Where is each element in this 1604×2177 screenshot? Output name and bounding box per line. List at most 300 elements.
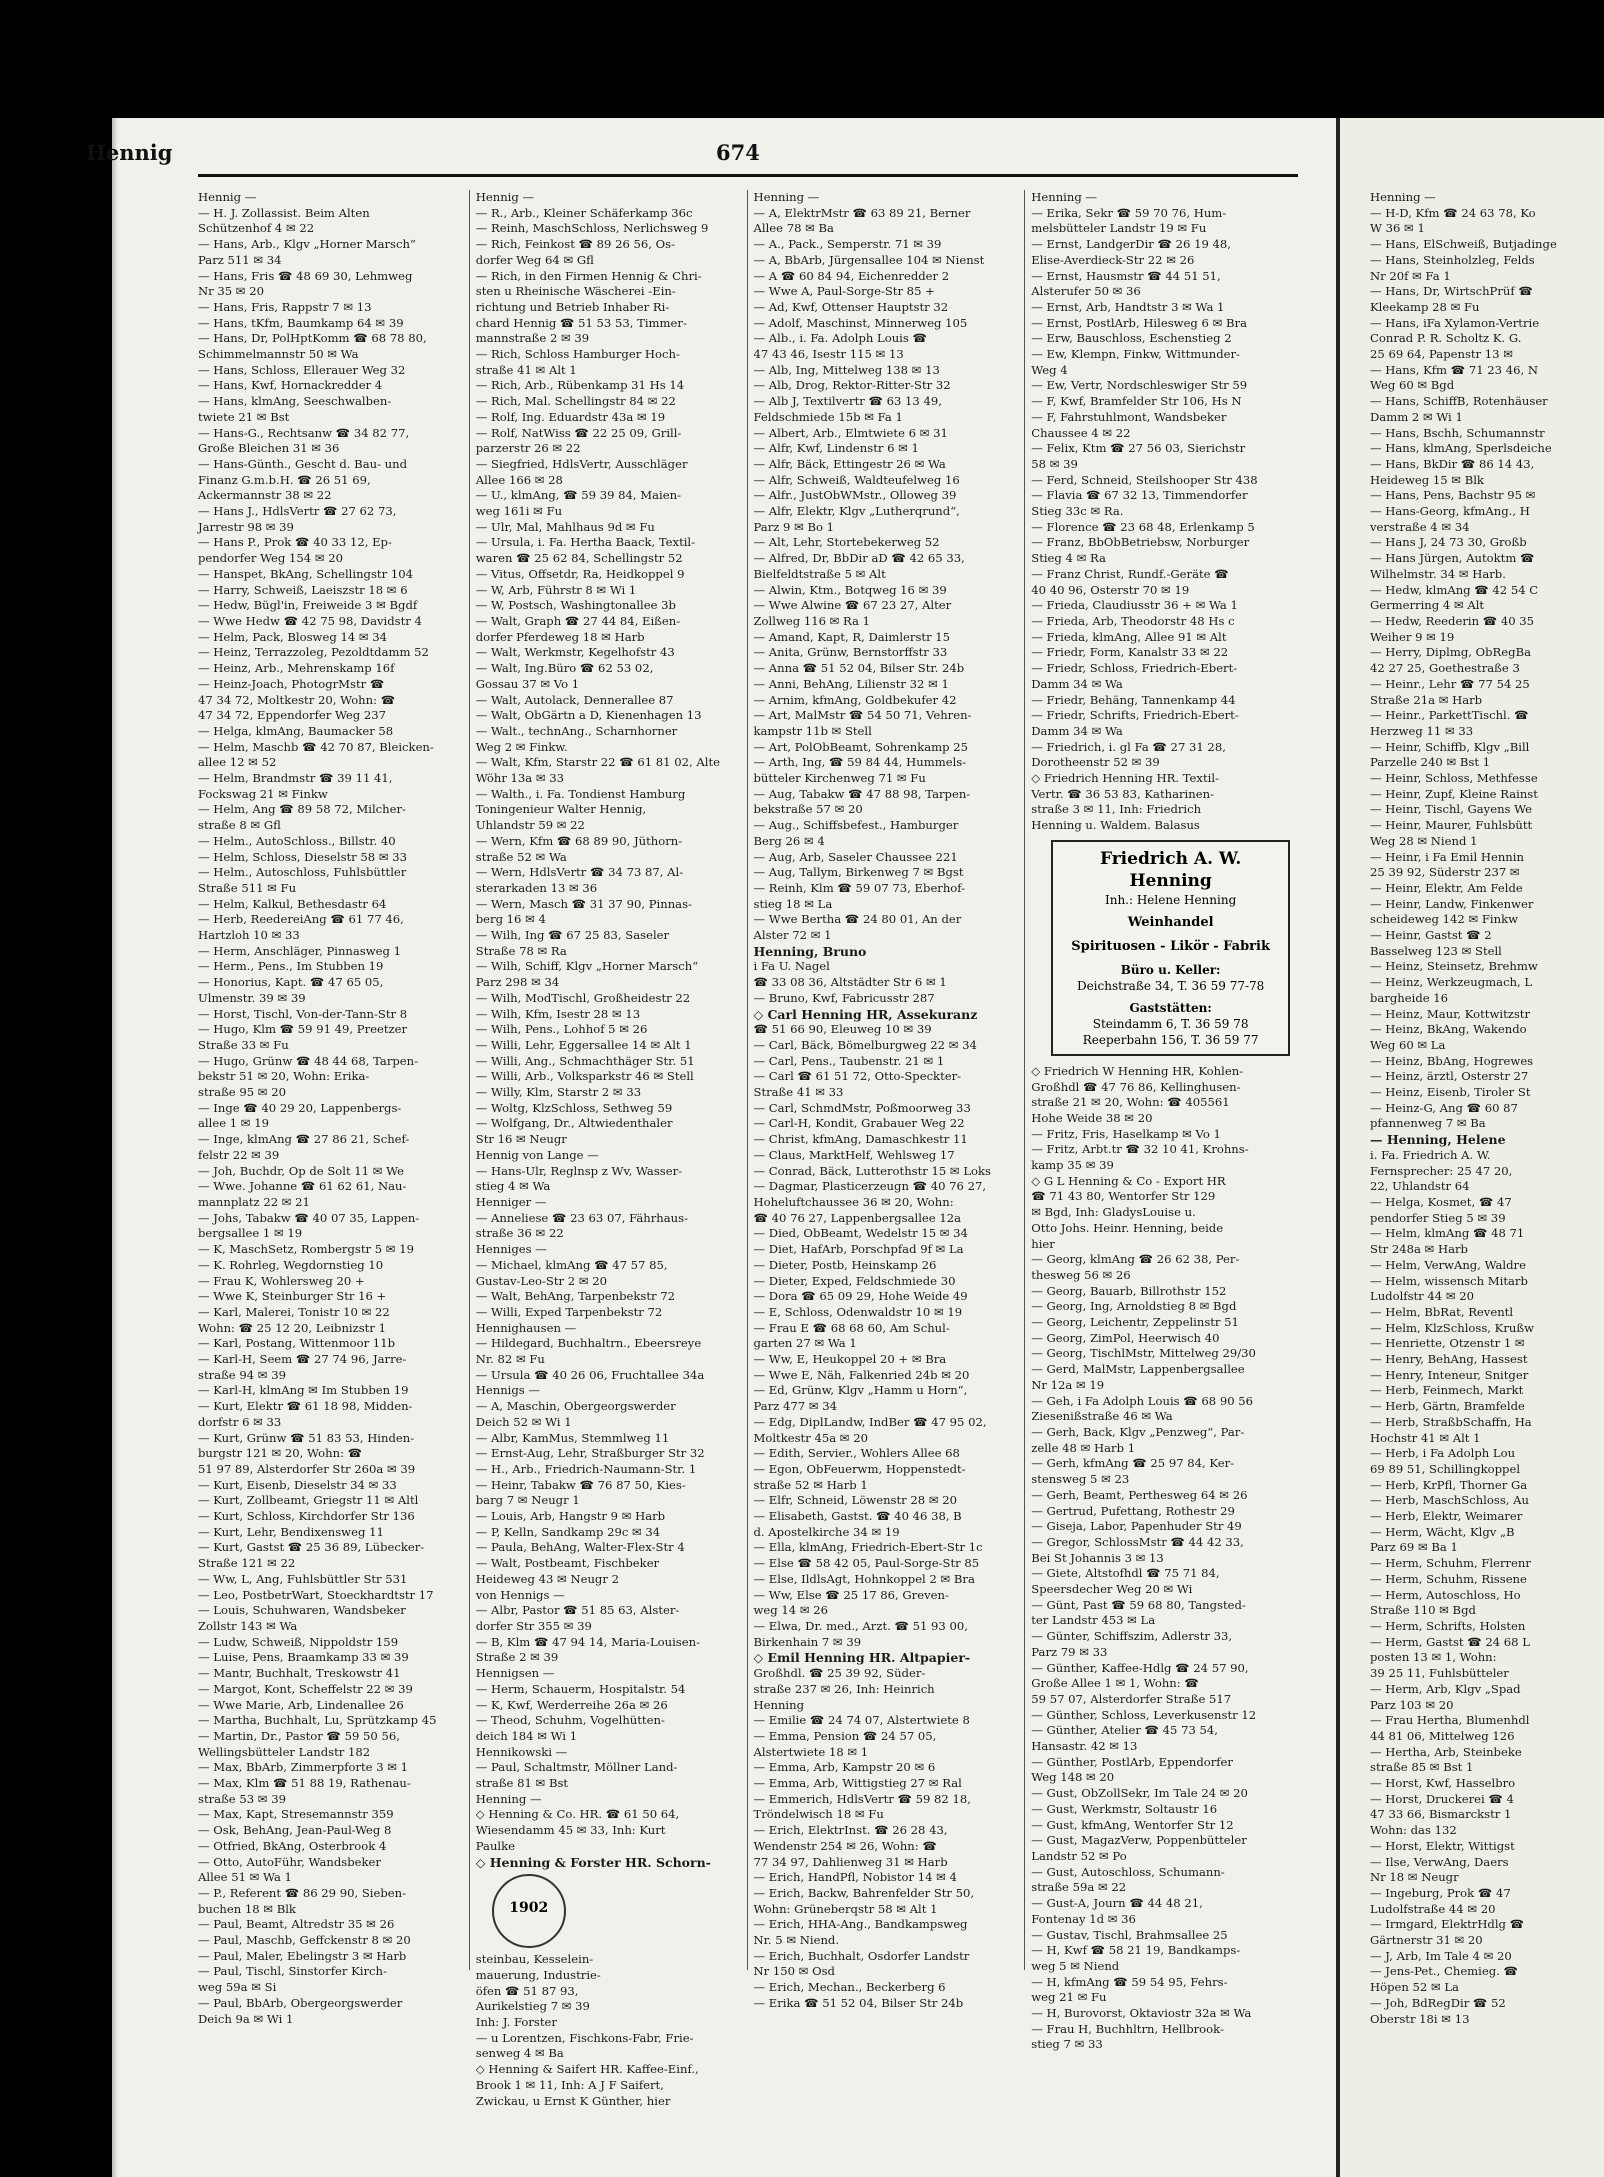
directory-entry-line: — Ernst, Hausmstr ☎ 44 51 51,: [1031, 268, 1221, 283]
directory-entry-line: — Rich, Feinkost ☎ 89 26 56, Os-: [475, 237, 676, 252]
directory-entry-line: Parz 298 ✉ 34: [475, 975, 560, 990]
directory-entry-line: — Hans P., Prok ☎ 40 33 12, Ep-: [198, 535, 392, 550]
directory-entry-line: Hennigsen —: [475, 1666, 555, 1681]
directory-entry-line: mannplatz 22 ✉ 21: [198, 1195, 310, 1209]
directory-entry-line: — Wwe Bertha ☎ 24 80 01, An der: [753, 912, 962, 927]
directory-entry-line: — Woltg, KlzSchloss, Sethweg 59: [475, 1100, 673, 1115]
directory-entry-line: — Frieda, Claudiusstr 36 + ✉ Wa 1: [1031, 598, 1238, 613]
directory-entry-line: — Paul, BbArb, Obergeorgswerder: [198, 1995, 403, 2010]
directory-entry-line: Wilhelmstr. 34 ✉ Harb.: [1370, 566, 1506, 581]
directory-entry-line: — Heinr, i Fa Emil Hennin: [1370, 849, 1524, 864]
directory-entry-line: — Else ☎ 58 42 05, Paul-Sorge-Str 85: [753, 1556, 980, 1571]
directory-entry-line: Allee 166 ✉ 28: [475, 472, 563, 487]
directory-entry-line: — Ad, Kwf, Ottenser Hauptstr 32: [753, 299, 949, 314]
directory-entry-line: — Gustav, Tischl, Brahmsallee 25: [1031, 1927, 1228, 1942]
directory-entry-line: — Kurt, Grünw ☎ 51 83 53, Hinden-: [198, 1430, 415, 1445]
directory-entry-line: dorfer Weg 64 ✉ Gfl: [475, 252, 594, 267]
directory-entry-line: weg 21 ✉ Fu: [1031, 1990, 1107, 2005]
directory-entry-line: — Georg, Ing, Arnoldstieg 8 ✉ Bgd: [1031, 1299, 1237, 1314]
directory-entry-line: — Giete, Altstofhdl ☎ 75 71 84,: [1031, 1566, 1220, 1581]
directory-entry-line: — Ferd, Schneid, Steilshooper Str 438: [1031, 472, 1258, 487]
directory-entry-line: — Herry, Diplmg, ObRegBa: [1370, 645, 1532, 660]
directory-entry-line: Ackermannstr 38 ✉ 22: [198, 488, 332, 503]
directory-entry-line: — Paul, Maler, Ebelingstr 3 ✉ Harb: [198, 1948, 407, 1963]
directory-entry-line: — Reinh, MaschSchloss, Nerlichsweg 9: [475, 221, 709, 236]
directory-entry-line: — Wilh, ModTischl, Großheidestr 22: [475, 990, 691, 1005]
directory-entry-line: — Kurt, Zollbeamt, Griegstr 11 ✉ Altl: [198, 1493, 419, 1508]
directory-entry-line: i Fa U. Nagel: [753, 959, 830, 974]
directory-entry-line: — Frau E ☎ 68 68 60, Am Schul-: [753, 1320, 950, 1335]
directory-entry-line: — Hans, Fris, Rappstr 7 ✉ 13: [198, 299, 372, 314]
directory-entry-line: — B, Klm ☎ 47 94 14, Maria-Louisen-: [475, 1634, 701, 1649]
directory-entry-line: — Ulr, Mal, Mahlhaus 9d ✉ Fu: [475, 519, 655, 534]
ad-line7: Reeperbahn 156, T. 36 59 77: [1082, 1032, 1259, 1047]
directory-entry-line: — Heinr., ParkettTischl. ☎: [1370, 708, 1529, 723]
directory-entry-line: Henning —: [475, 1791, 542, 1806]
directory-entry-line: — Herm, Autoschloss, Ho: [1370, 1587, 1521, 1602]
directory-entry-line: — J, Arb, Im Tale 4 ✉ 20: [1370, 1948, 1512, 1963]
laurel-emblem: [492, 1874, 566, 1948]
directory-entry-line: — Walt., technAng., Scharnhorner: [475, 723, 678, 738]
directory-entry-line: — Erich, Buchhalt, Osdorfer Landstr: [753, 1948, 970, 1963]
directory-entry-line: — Wwe E, Näh, Falkenried 24b ✉ 20: [753, 1367, 970, 1382]
directory-entry-line: Bei St Johannis 3 ✉ 13: [1031, 1550, 1164, 1565]
directory-entry-line: ◇ Henning & Co. HR. ☎ 61 50 64,: [475, 1807, 680, 1822]
directory-entry-line: — Geh, i Fa Adolph Louis ☎ 68 90 56: [1031, 1393, 1254, 1408]
directory-entry-line: Nr 20f ✉ Fa 1: [1370, 268, 1451, 283]
directory-entry-line: — Ilse, VerwAng, Daers: [1370, 1854, 1509, 1869]
directory-entry-line: — Alfr, Elektr, Klgv „Lutherqrund“,: [753, 504, 960, 519]
directory-entry-line: barg 7 ✉ Neugr 1: [475, 1493, 580, 1508]
directory-entry-line: 77 34 97, Dahlienweg 31 ✉ Harb: [753, 1854, 948, 1869]
directory-entry-line: — Anna ☎ 51 52 04, Bilser Str. 24b: [753, 661, 965, 676]
directory-entry-line: — Georg, Leichentr, Zeppelinstr 51: [1031, 1315, 1239, 1330]
directory-entry-line: waren ☎ 25 62 84, Schellingstr 52: [475, 551, 683, 566]
directory-entry-line: — Hans, Pens, Bachstr 95 ✉: [1370, 488, 1536, 503]
ad-line4: Deichstraße 34, T. 36 59 77-78: [1076, 978, 1265, 993]
directory-entry-line: — A, Maschin, Obergeorgswerder: [475, 1399, 676, 1414]
directory-entry-line: öfen ☎ 51 87 93,: [475, 1983, 579, 1998]
directory-entry-line: Alstertwiete 18 ✉ 1: [753, 1744, 869, 1759]
directory-entry-line: — Horst, Elektr, Wittigst: [1370, 1838, 1515, 1853]
directory-entry-line: — Karl-H, klmAng ✉ Im Stubben 19: [198, 1383, 409, 1398]
directory-entry-line: — U., klmAng, ☎ 59 39 84, Maien-: [475, 488, 682, 503]
directory-entry-line: — Gerh, kfmAng ☎ 25 97 84, Ker-: [1031, 1456, 1235, 1471]
next-page-column: [1370, 190, 1600, 2027]
directory-entry-line: straße 59a ✉ 22: [1031, 1880, 1127, 1895]
directory-entry-line: — Gust, ObZollSekr, Im Tale 24 ✉ 20: [1031, 1786, 1248, 1801]
directory-entry-line: — Karl-H, Seem ☎ 27 74 96, Jarre-: [198, 1352, 407, 1367]
directory-entry-line: Damm 34 ✉ Wa: [1031, 676, 1123, 691]
directory-entry-line: — Ed, Grünw, Klgv „Hamm u Horn“,: [753, 1383, 968, 1398]
directory-entry-line: Weiher 9 ✉ 19: [1370, 629, 1455, 644]
directory-entry-line: sterarkaden 13 ✉ 36: [475, 880, 598, 895]
directory-entry-line: — Aug, Tabakw ☎ 47 88 98, Tarpen-: [753, 786, 971, 801]
directory-entry-line: Hoheluftchaussee 36 ✉ 20, Wohn:: [753, 1195, 954, 1209]
directory-entry-line: — Aug, Arb, Saseler Chaussee 221: [753, 849, 958, 864]
directory-entry-line: — A ☎ 60 84 94, Eichenredder 2: [753, 268, 950, 283]
directory-entry-line: — Ew, Vertr, Nordschleswiger Str 59: [1031, 378, 1248, 393]
directory-entry-line: — Heinr, Gastst ☎ 2: [1370, 928, 1492, 943]
directory-entry-line: 47 34 72, Eppendorfer Weg 237: [198, 708, 387, 723]
directory-entry-line: — Adolf, Maschinst, Minnerweg 105: [753, 315, 968, 330]
directory-entry-line: — Helm, Ang ☎ 89 58 72, Milcher-: [198, 802, 406, 817]
directory-entry-line: Paulke: [475, 1838, 516, 1853]
directory-entry-line: Berg 26 ✉ 4: [753, 833, 825, 848]
directory-entry-line: Ludolfstr 44 ✉ 20: [1370, 1289, 1474, 1304]
directory-entry-line: — Willi, Arb., Volksparkstr 46 ✉ Stell: [475, 1069, 694, 1084]
directory-entry-line: — Ingeburg, Prok ☎ 47: [1370, 1885, 1511, 1900]
directory-entry-line: ◇ Emil Henning HR. Altpapier-: [753, 1650, 971, 1666]
directory-entry-line: — Fritz, Arbt.tr ☎ 32 10 41, Krohns-: [1031, 1142, 1249, 1157]
directory-entry-line: — Alwin, Ktm., Botqweg 16 ✉ 39: [753, 582, 947, 597]
directory-entry-line: bekstraße 57 ✉ 20: [753, 802, 863, 817]
directory-entry-line: — Margot, Kont, Scheffelstr 22 ✉ 39: [198, 1681, 413, 1696]
column-2: [470, 190, 748, 2108]
directory-entry-line: Fernsprecher: 25 47 20,: [1370, 1163, 1513, 1178]
directory-entry-line: Große Allee 1 ✉ 1, Wohn: ☎: [1031, 1676, 1199, 1691]
directory-entry-line: Weg 4: [1031, 362, 1068, 377]
directory-entry-line: Weg 60 ✉ Bgd: [1370, 378, 1455, 393]
directory-entry-line: — Friedr, Form, Kanalstr 33 ✉ 22: [1031, 645, 1229, 660]
directory-entry-line: Zollstr 143 ✉ Wa: [198, 1618, 298, 1633]
directory-entry-line: — Hans, Kwf, Hornackredder 4: [198, 378, 383, 393]
directory-entry-line: — Hans, iFa Xylamon-Vertrie: [1370, 315, 1540, 330]
directory-entry-line: — Henry, BehAng, Hassest: [1370, 1352, 1528, 1367]
directory-entry-line: Herzweg 11 ✉ 33: [1370, 723, 1474, 738]
directory-entry-line: — Henriette, Otzenstr 1 ✉: [1370, 1336, 1525, 1351]
directory-entry-line: ◇ Henning & Forster HR. Schorn-: [475, 1854, 711, 1870]
directory-entry-line: — Walt, Kfm, Starstr 22 ☎ 61 81 02, Alte: [475, 755, 720, 770]
directory-entry-line: Henniger —: [475, 1195, 547, 1209]
directory-entry-line: straße 94 ✉ 39: [198, 1367, 286, 1382]
directory-entry-line: — F, Fahrstuhlmont, Wandsbeker: [1031, 409, 1227, 424]
directory-entry-line: Parz 103 ✉ 20: [1370, 1697, 1454, 1712]
directory-entry-line: — Günther, PostlArb, Eppendorfer: [1031, 1754, 1233, 1769]
emblem-year: 1902: [509, 1900, 549, 1917]
directory-entry-line: — H, kfmAng ☎ 59 54 95, Fehrs-: [1031, 1974, 1228, 1989]
directory-entry-line: — Emma, Pension ☎ 24 57 05,: [753, 1728, 937, 1743]
directory-entry-line: Gärtnerstr 31 ✉ 20: [1370, 1933, 1483, 1948]
directory-entry-line: Ludolfstraße 44 ✉ 20: [1370, 1901, 1496, 1916]
directory-entry-line: — W, Arb, Führstr 8 ✉ Wi 1: [475, 582, 637, 597]
directory-entry-line: — Frieda, klmAng, Allee 91 ✉ Alt: [1031, 629, 1227, 644]
directory-entry-line: straße 8 ✉ Gfl: [198, 818, 281, 833]
directory-entry-line: ☎ 40 76 27, Lappenbergsallee 12a: [753, 1210, 962, 1225]
directory-entry-line: von Hennigs —: [475, 1587, 565, 1602]
directory-entry-line: straße 237 ✉ 26, Inh: Heinrich: [753, 1681, 935, 1696]
directory-entry-line: — Herb, Gärtn, Bramfelde: [1370, 1399, 1525, 1414]
directory-entry-line: — P., Referent ☎ 86 29 90, Sieben-: [198, 1885, 407, 1900]
directory-entry-line: — Anita, Grünw, Bernstorffstr 33: [753, 645, 948, 660]
directory-entry-line: 44 81 06, Mittelweg 126: [1370, 1728, 1515, 1743]
directory-entry-line: mannstraße 2 ✉ 39: [475, 331, 590, 346]
directory-entry-line: — Heinr, Elektr, Am Felde: [1370, 880, 1523, 895]
directory-entry-line: Stieg 4 ✉ Ra: [1031, 551, 1106, 566]
directory-entry-line: — Carl ☎ 61 51 72, Otto-Speckter-: [753, 1069, 962, 1084]
directory-entry-line: — Otfried, BkAng, Osterbrook 4: [198, 1838, 387, 1853]
directory-entry-line: Feldschmiede 15b ✉ Fa 1: [753, 409, 903, 424]
directory-entry-line: — Heinr, Landw, Finkenwer: [1370, 896, 1534, 911]
directory-entry-line: — Hans, Bschh, Schumannstr: [1370, 425, 1545, 440]
directory-entry-line: — Rolf, NatWiss ☎ 22 25 09, Grill-: [475, 425, 682, 440]
directory-entry-line: — K, MaschSetz, Rombergstr 5 ✉ 19: [198, 1242, 414, 1257]
directory-entry-line: 47 34 72, Moltkestr 20, Wohn: ☎: [198, 692, 396, 707]
directory-entry-line: — Emma, Arb, Kampstr 20 ✉ 6: [753, 1760, 936, 1775]
directory-entry-line: — Hans-Günth., Gescht d. Bau- und: [198, 456, 408, 471]
ad-title: Friedrich A. W. Henning: [1099, 848, 1242, 891]
directory-entry-line: Speersdecher Weg 20 ✉ Wi: [1031, 1582, 1193, 1597]
directory-entry-line: — Heinr, Schloss, Methfesse: [1370, 771, 1538, 786]
directory-entry-line: — Hans, Dr, WirtschPrüf ☎: [1370, 284, 1533, 299]
directory-entry-line: Hennikowski —: [475, 1744, 568, 1759]
directory-entry-line: — Frau Hertha, Blumenhdl: [1370, 1713, 1530, 1728]
directory-entry-line: 25 39 92, Süderstr 237 ✉: [1370, 865, 1520, 880]
directory-entry-line: — Helm, BbRat, Reventl: [1370, 1304, 1514, 1319]
directory-entry-line: — Anni, BehAng, Lilienstr 32 ✉ 1: [753, 676, 949, 691]
directory-entry-line: — Alb, Drog, Rektor-Ritter-Str 32: [753, 378, 951, 393]
directory-entry-line: Hennigs —: [475, 1383, 541, 1398]
directory-entry-line: — Diet, HafArb, Porschpfad 9f ✉ La: [753, 1242, 964, 1257]
directory-entry-line: — Hedw, Reederin ☎ 40 35: [1370, 613, 1535, 628]
directory-entry-line: Weg 28 ✉ Niend 1: [1370, 833, 1478, 848]
directory-entry-line: — P, Kelln, Sandkamp 29c ✉ 34: [475, 1524, 661, 1539]
directory-entry-line: hier: [1031, 1236, 1055, 1251]
directory-entry-line: 40 40 96, Osterstr 70 ✉ 19: [1031, 582, 1190, 597]
directory-entry-line: pendorfer Stieg 5 ✉ 39: [1370, 1210, 1506, 1225]
directory-entry-line: — Dieter, Postb, Heinskamp 26: [753, 1257, 937, 1272]
directory-entry-line: — Heinz, BbAng, Hogrewes: [1370, 1053, 1534, 1068]
directory-entry-line: — Albr, KamMus, Stemmlweg 11: [475, 1430, 670, 1445]
directory-entry-line: 42 27 25, Goethestraße 3: [1370, 661, 1520, 676]
directory-entry-line: Allee 78 ✉ Ba: [753, 221, 834, 236]
directory-entry-line: Zwickau, u Ernst K Günther, hier: [475, 2093, 671, 2108]
directory-entry-line: — Emilie ☎ 24 74 07, Alstertwiete 8: [753, 1713, 970, 1728]
directory-entry-line: felstr 22 ✉ 39: [198, 1147, 280, 1162]
directory-entry-line: — H-D, Kfm ☎ 24 63 78, Ko: [1370, 205, 1536, 220]
directory-entry-line: Wohn: Grüneberqstr 58 ✉ Alt 1: [753, 1901, 938, 1916]
directory-entry-line: — Helm, Brandmstr ☎ 39 11 41,: [198, 771, 393, 786]
directory-entry-line: Brook 1 ✉ 11, Inh: A J F Saifert,: [475, 2077, 664, 2092]
directory-entry-line: — Ww, E, Heukoppel 20 + ✉ Bra: [753, 1352, 947, 1367]
directory-entry-line: — Johs, Tabakw ☎ 40 07 35, Lappen-: [198, 1210, 420, 1225]
directory-entry-line: Wohn: das 132: [1370, 1823, 1457, 1838]
directory-entry-line: Uhlandstr 59 ✉ 22: [475, 818, 585, 833]
directory-entry-line: — Walt, Ing.Büro ☎ 62 53 02,: [475, 661, 654, 676]
directory-entry-line: Landstr 52 ✉ Po: [1031, 1848, 1127, 1863]
directory-entry-line: — Herb, KrPfl, Thorner Ga: [1370, 1477, 1528, 1492]
directory-entry-line: allee 1 ✉ 19: [198, 1116, 269, 1131]
directory-entry-line: stieg 7 ✉ 33: [1031, 2037, 1103, 2052]
directory-entry-line: ◇ Friedrich W Henning HR, Kohlen-: [1031, 1063, 1244, 1078]
directory-entry-line: — Wilh, Pens., Lohhof 5 ✉ 26: [475, 1022, 648, 1037]
directory-entry-line: — Helm, Kalkul, Bethesdastr 64: [198, 896, 387, 911]
directory-entry-line: — Heinz, Terrazzoleg, Pezoldtdamm 52: [198, 645, 429, 660]
directory-entry-line: Chaussee 4 ✉ 22: [1031, 425, 1131, 440]
directory-entry-line: — Erich, ElektrInst. ☎ 26 28 43,: [753, 1823, 948, 1838]
directory-entry-line: ◇ G L Henning & Co - Export HR: [1031, 1173, 1226, 1188]
directory-entry-line: — Willi, Ang., Schmachthäger Str. 51: [475, 1053, 695, 1068]
directory-entry-line: — Dagmar, Plasticerzeugn ☎ 40 76 27,: [753, 1179, 987, 1194]
directory-entry-line: Aurikelstieg 7 ✉ 39: [475, 1999, 590, 2014]
directory-entry-line: — Claus, MarktHelf, Wehlsweg 17: [753, 1147, 955, 1162]
directory-entry-line: Straße 78 ✉ Ra: [475, 943, 567, 958]
directory-entry-line: — u Lorentzen, Fischkons-Fabr, Frie-: [475, 2030, 694, 2045]
directory-entry-line: — K. Rohrleg, Wegdornstieg 10: [198, 1257, 384, 1272]
directory-entry-line: stieg 4 ✉ Wa: [475, 1179, 551, 1194]
directory-entry-line: Jarrestr 98 ✉ 39: [198, 519, 294, 534]
running-head: Hennig: [86, 140, 173, 165]
directory-entry-line: Allee 51 ✉ Wa 1: [198, 1870, 292, 1885]
directory-entry-line: — Ludw, Schweiß, Nippoldstr 159: [198, 1634, 399, 1649]
directory-entry-line: Moltkestr 45a ✉ 20: [753, 1430, 868, 1445]
directory-entry-line: — Hans J., HdlsVertr ☎ 27 62 73,: [198, 504, 397, 519]
directory-entry-line: — Heinz, Maur, Kottwitzstr: [1370, 1006, 1530, 1021]
directory-entry-line: Fockswag 21 ✉ Finkw: [198, 786, 328, 801]
directory-entry-line: — Carl, SchmdMstr, Poßmoorweg 33: [753, 1100, 971, 1115]
directory-entry-line: 47 33 66, Bismarckstr 1: [1370, 1807, 1512, 1822]
directory-entry-line: — Max, Klm ☎ 51 88 19, Rathenau-: [198, 1776, 411, 1791]
directory-entry-line: Großhdl. ☎ 25 39 92, Süder-: [753, 1666, 926, 1681]
directory-entry-line: Deich 52 ✉ Wi 1: [475, 1414, 572, 1429]
directory-entry-line: — Alfr, Bäck, Ettingestr 26 ✉ Wa: [753, 456, 946, 471]
directory-entry-line: twiete 21 ✉ Bst: [198, 409, 290, 424]
directory-entry-line: — Walt, Autolack, Dennerallee 87: [475, 692, 674, 707]
directory-entry-line: — Arth, Ing, ☎ 59 84 44, Hummels-: [753, 755, 967, 770]
directory-entry-line: — Albr, Pastor ☎ 51 85 63, Alster-: [475, 1603, 680, 1618]
directory-entry-line: — Henry, Inteneur, Snitger: [1370, 1367, 1529, 1382]
directory-entry-line: thesweg 56 ✉ 26: [1031, 1267, 1131, 1282]
directory-entry-line: — Rich, Schloss Hamburger Hoch-: [475, 347, 680, 362]
directory-entry-line: — Helm, Maschb ☎ 42 70 87, Bleicken-: [198, 739, 434, 754]
directory-entry-line: — A, ElektrMstr ☎ 63 89 21, Berner: [753, 205, 971, 220]
directory-entry-line: — Mantr, Buchhalt, Treskowstr 41: [198, 1666, 401, 1681]
page-edge: [112, 118, 118, 2177]
directory-entry-line: — Herm, Schauerm, Hospitalstr. 54: [475, 1681, 686, 1696]
directory-entry-line: — Herm, Schuhm, Rissene: [1370, 1571, 1527, 1586]
directory-entry-line: — Hans, klmAng, Seeschwalben-: [198, 394, 392, 409]
directory-entry-line: — Alb., i. Fa. Adolph Louis ☎: [753, 331, 927, 346]
directory-entry-line: — Max, BbArb, Zimmerpforte 3 ✉ 1: [198, 1760, 409, 1775]
directory-entry-line: — Erich, HandPfl, Nobistor 14 ✉ 4: [753, 1870, 957, 1885]
directory-entry-line: Basselweg 123 ✉ Stell: [1370, 943, 1502, 958]
directory-entry-line: — Heinr, Zupf, Kleine Rainst: [1370, 786, 1538, 801]
directory-entry-line: — Erika ☎ 51 52 04, Bilser Str 24b: [753, 1995, 964, 2010]
column-4: [1025, 190, 1302, 2052]
directory-entry-line: — Louis, Schuhwaren, Wandsbeker: [198, 1603, 406, 1618]
directory-entry-line: — Arnim, kfmAng, Goldbekufer 42: [753, 692, 957, 707]
directory-entry-line: Toningenieur Walter Hennig,: [475, 802, 647, 817]
directory-entry-line: — Gertrud, Pufettang, Rothestr 29: [1031, 1503, 1235, 1518]
directory-entry-line: — Kurt, Schloss, Kirchdorfer Str 136: [198, 1509, 415, 1524]
directory-entry-line: — Ella, klmAng, Friedrich-Ebert-Str 1c: [753, 1540, 983, 1555]
directory-entry-line: Wiesendamm 45 ✉ 33, Inh: Kurt: [475, 1823, 666, 1838]
directory-entry-line: — Helm., AutoSchloss., Billstr. 40: [198, 833, 396, 848]
directory-entry-line: — Elwa, Dr. med., Arzt. ☎ 51 93 00,: [753, 1618, 968, 1633]
directory-entry-line: Str 16 ✉ Neugr: [475, 1132, 567, 1147]
directory-entry-line: Vertr. ☎ 36 53 83, Katharinen-: [1031, 786, 1214, 801]
directory-entry-line: — Inge, klmAng ☎ 27 86 21, Schef-: [198, 1132, 410, 1147]
directory-entry-line: — Alfr, Kwf, Lindenstr 6 ✉ 1: [753, 441, 919, 456]
column-3: [748, 190, 1026, 2010]
directory-entry-line: — Luise, Pens, Braamkamp 33 ✉ 39: [198, 1650, 409, 1665]
directory-entry-line: — Gust, kfmAng, Wentorfer Str 12: [1031, 1817, 1234, 1832]
directory-entry-line: melsbütteler Landstr 19 ✉ Fu: [1031, 221, 1207, 236]
directory-entry-line: — Wwe Hedw ☎ 42 75 98, Davidstr 4: [198, 613, 422, 628]
directory-entry-line: — Edg, DiplLandw, IndBer ☎ 47 95 02,: [753, 1414, 987, 1429]
directory-entry-line: — Herm, Anschläger, Pinnasweg 1: [198, 943, 402, 958]
directory-entry-line: — Reinh, Klm ☎ 59 07 73, Eberhof-: [753, 880, 966, 895]
directory-entry-line: Straße 33 ✉ Fu: [198, 1037, 289, 1052]
directory-entry-line: Bielfeldtstraße 5 ✉ Alt: [753, 566, 886, 581]
directory-entry-line: — Franz, BbObBetriebsw, Norburger: [1031, 535, 1250, 550]
directory-entry-line: Straße 21a ✉ Harb: [1370, 692, 1483, 707]
directory-entry-line: — W, Postsch, Washingtonallee 3b: [475, 598, 676, 613]
directory-entry-line: straße 36 ✉ 22: [475, 1226, 564, 1241]
directory-entry-line: — Heinz, Steinsetz, Brehmw: [1370, 959, 1538, 974]
directory-entry-line: Große Bleichen 31 ✉ 36: [198, 441, 340, 456]
directory-entry-line: Straße 41 ✉ 33: [753, 1085, 844, 1100]
directory-entry-line: 47 43 46, Isestr 115 ✉ 13: [753, 347, 904, 362]
directory-entry-line: — Heinr., Lehr ☎ 77 54 25: [1370, 676, 1530, 691]
directory-entry-line: — Günther, Schloss, Leverkusenstr 12: [1031, 1707, 1257, 1722]
directory-entry-line: — Heinz-Joach, PhotogrMstr ☎: [198, 676, 385, 691]
directory-entry-line: bekstr 51 ✉ 20, Wohn: Erika-: [198, 1069, 370, 1084]
directory-entry-line: Alsterufer 50 ✉ 36: [1031, 284, 1141, 299]
directory-entry-line: — Wolfgang, Dr., Altwiedenthaler: [475, 1116, 673, 1131]
directory-entry-line: straße 53 ✉ 39: [198, 1791, 286, 1806]
directory-entry-line: Heideweg 43 ✉ Neugr 2: [475, 1571, 619, 1586]
directory-entry-line: allee 12 ✉ 52: [198, 755, 277, 770]
directory-entry-line: — Wern, Kfm ☎ 68 89 90, Jüthorn-: [475, 833, 683, 848]
directory-entry-line: bargheide 16: [1370, 990, 1449, 1005]
directory-entry-line: — Inge ☎ 40 29 20, Lappenbergs-: [198, 1100, 402, 1115]
directory-entry-line: Schimmelmannstr 50 ✉ Wa: [198, 347, 359, 362]
directory-entry-line: 25 69 64, Papenstr 13 ✉: [1370, 347, 1513, 362]
directory-entry-line: — Ww, L, Ang, Fuhlsbüttler Str 531: [198, 1571, 408, 1586]
directory-entry-line: — Jens-Pet., Chemieg. ☎: [1370, 1964, 1518, 1979]
directory-entry-line: ☎ 71 43 80, Wentorfer Str 129: [1031, 1189, 1216, 1204]
directory-entry-line: — Heinz, Werkzeugmach, L: [1370, 975, 1533, 990]
directory-entry-line: Parzelle 240 ✉ Bst 1: [1370, 755, 1491, 770]
directory-entry-line: — Heinr, Tabakw ☎ 76 87 50, Kies-: [475, 1477, 686, 1492]
ad-line2: Spirituosen - Likör - Fabrik: [1071, 938, 1270, 954]
directory-entry-line: Nr 150 ✉ Osd: [753, 1964, 835, 1979]
directory-entry-line: Alster 72 ✉ 1: [753, 928, 832, 943]
directory-entry-line: — Wilh, Ing ☎ 67 25 83, Saseler: [475, 928, 670, 943]
directory-entry-line: — Hugo, Klm ☎ 59 91 49, Preetzer: [198, 1022, 408, 1037]
directory-entry-line: — Aug., Schiffsbefest., Hamburger: [753, 818, 959, 833]
directory-entry-line: — Heinz, BkAng, Wakendo: [1370, 1022, 1527, 1037]
directory-entry-line: Nr 12a ✉ 19: [1031, 1377, 1105, 1392]
directory-entry-line: — A., Pack., Semperstr. 71 ✉ 39: [753, 237, 942, 252]
directory-entry-line: — Gerd, MalMstr, Lappenbergsallee: [1031, 1362, 1245, 1377]
directory-entry-line: — Wwe Marie, Arb, Lindenallee 26: [198, 1697, 404, 1712]
directory-entry-line: — Friedr, Behäng, Tannenkamp 44: [1031, 692, 1236, 707]
directory-entry-line: — Helga, Kosmet, ☎ 47: [1370, 1195, 1512, 1209]
directory-entry-line: — Henning, Helene: [1370, 1132, 1506, 1148]
directory-entry-line: — Gust, Autoschloss, Schumann-: [1031, 1864, 1225, 1879]
directory-entry-line: — Karl, Postang, Wittenmoor 11b: [198, 1336, 395, 1351]
directory-entry-line: — Hedw, klmAng ☎ 42 54 C: [1370, 582, 1539, 597]
directory-entry-line: — Wern, HdlsVertr ☎ 34 73 87, Al-: [475, 865, 684, 880]
directory-entry-line: — Günther, Atelier ☎ 45 73 54,: [1031, 1723, 1218, 1738]
directory-entry-line: — Dora ☎ 65 09 29, Hohe Weide 49: [753, 1289, 968, 1304]
directory-entry-line: — Gust-A, Journ ☎ 44 48 21,: [1031, 1896, 1203, 1911]
directory-entry-line: — Hans Jürgen, Autoktm ☎: [1370, 551, 1535, 566]
directory-entry-line: — Georg, klmAng ☎ 26 62 38, Per-: [1031, 1252, 1240, 1267]
directory-entry-line: — Honorius, Kapt. ☎ 47 65 05,: [198, 975, 384, 990]
